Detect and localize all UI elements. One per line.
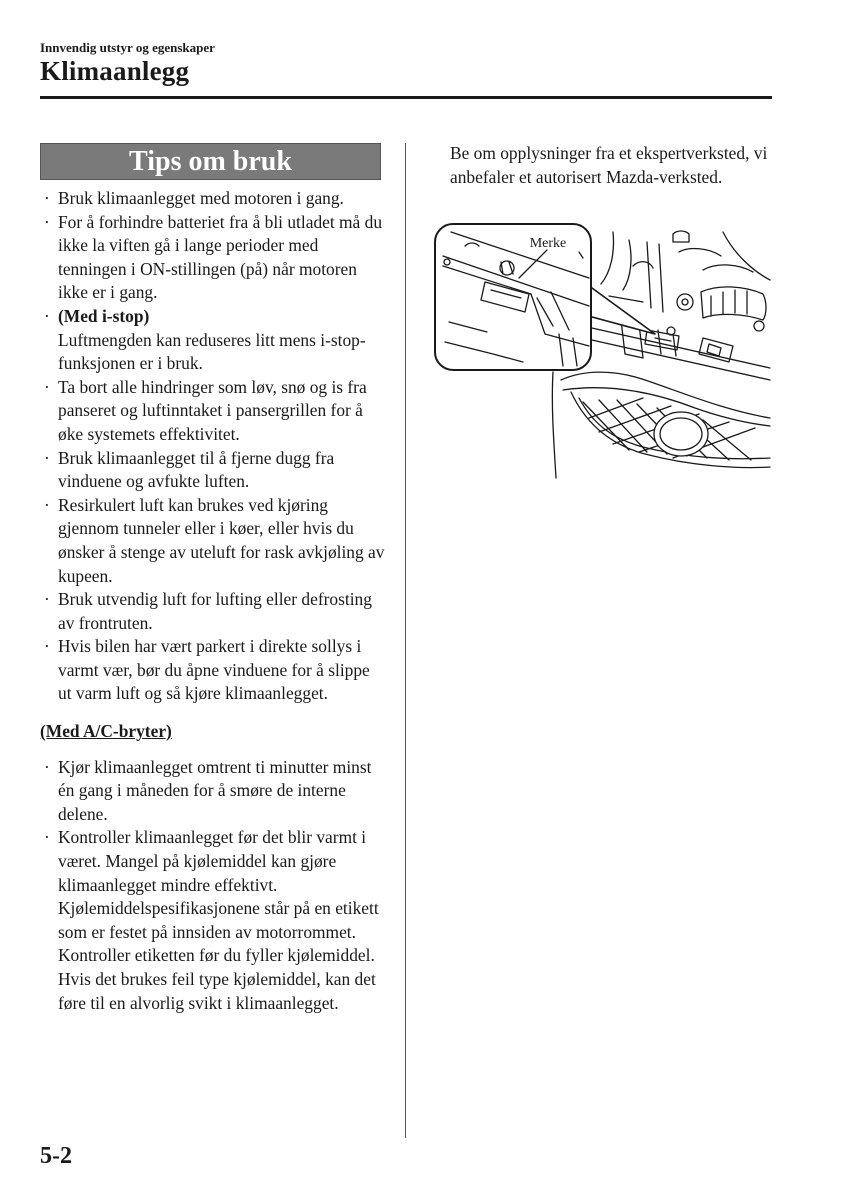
tip-text: Bruk klimaanlegget med motoren i gang. — [58, 188, 344, 208]
list-item — [40, 756, 385, 827]
tip-text: Bruk utvendig luft for lufting eller defrosting av frontruten. — [58, 589, 372, 633]
intro-text: Be om opplysninger fra et ekspertverksted, vi anbefaler et autorisert Mazda-verksted. — [450, 143, 768, 187]
tip-text: Ta bort alle hindringer som løv, snø og is fra panseret og luftinntaket i pansergrillen for å øke systemets effektivitet. — [58, 376, 367, 444]
tip-text: Resirkulert luft kan brukes ved kjøring gjennom tunneler eller i køer, eller hvis du ønsker å stenge av uteluft for rask avkjøling av kupeen. — [58, 494, 385, 586]
list-item — [40, 187, 385, 211]
bullet-icon: · — [44, 211, 50, 232]
page-number: 5-2 — [40, 1143, 72, 1169]
subsection-tips-list — [40, 756, 385, 1016]
engine-bay-illustration — [433, 222, 773, 480]
list-item — [40, 305, 385, 376]
list-item — [40, 826, 385, 1015]
left-column — [40, 187, 385, 1015]
bullet-icon: · — [44, 447, 50, 468]
bullet-icon: · — [44, 305, 50, 326]
list-item — [40, 588, 385, 635]
list-item — [40, 211, 385, 305]
list-item — [40, 447, 385, 494]
tip-text: Bruk klimaanlegget til å fjerne dugg fra vinduene og avfukte luften. — [58, 447, 335, 492]
tip-text: Hvis bilen har vært parkert i direkte sollys i varmt vær, bør du åpne vinduene for å slippe ut varm luft og så kjøre klimaanlegget. — [58, 636, 370, 704]
section-banner: Tips om bruk — [40, 143, 381, 180]
bullet-icon: · — [44, 589, 50, 610]
right-column — [450, 142, 770, 189]
list-item — [40, 376, 385, 447]
bullet-icon: · — [44, 494, 50, 515]
breadcrumb: Innvendig utstyr og egenskaper — [40, 40, 215, 55]
tip-text: Luftmengden kan reduseres litt mens i-stop-funksjonen er i bruk. — [58, 329, 366, 374]
column-divider — [405, 143, 406, 1138]
title-rule — [40, 96, 772, 99]
tip-text: Kontroller klimaanlegget før det blir varmt i været. Mangel på kjølemiddel kan gjøre klimaanlegget mindre effektivt. — [58, 827, 367, 895]
bullet-icon: · — [44, 376, 50, 397]
bullet-icon: · — [44, 756, 50, 777]
page-title: Klimaanlegg — [40, 56, 190, 86]
bullet-icon: · — [44, 636, 50, 657]
bullet-icon: · — [44, 188, 50, 208]
bullet-icon: · — [44, 827, 50, 848]
tip-extra-text: Kjølemiddelspesifikasjonene står på en etikett som er festet på innsiden av motorrommet. Kontroller etiketten før du fyller kjølemiddel. Hvis det brukes feil type kjølemiddel, kan det føre til en alvorlig svikt i klimaanlegget. — [58, 898, 379, 1013]
tip-label: (Med i-stop) — [58, 305, 150, 326]
tip-text: For å forhindre batteriet fra å bli utladet må du ikke la viften gå i lange perioder med tenningen i ON-stillingen (på) når motoren ikke er i gang. — [58, 211, 383, 303]
callout-label: Merke — [529, 236, 567, 251]
list-item — [40, 635, 385, 706]
tips-list — [40, 187, 385, 706]
subsection-heading: (Med A/C-bryter) — [40, 721, 172, 742]
tip-text: Kjør klimaanlegget omtrent ti minutter minst én gang i måneden for å smøre de interne delene. — [58, 756, 372, 824]
list-item — [40, 494, 385, 588]
